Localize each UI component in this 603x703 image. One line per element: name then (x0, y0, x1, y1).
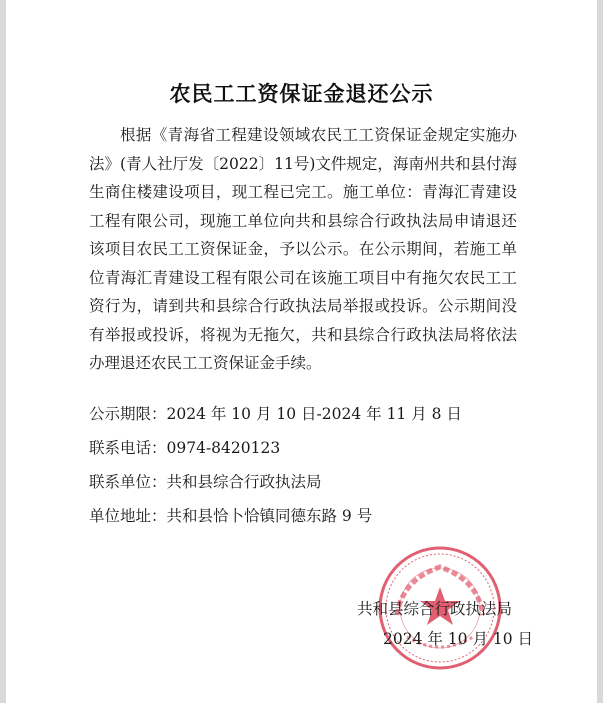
signature-date: 2024 年 10 月 10 日 (383, 630, 534, 648)
signature-organization: 共和县综合行政执法局 (357, 600, 513, 618)
document-page (6, 0, 597, 703)
contact-phone: 联系电话：0974-8420123 (89, 439, 281, 457)
contact-unit: 联系单位：共和县综合行政执法局 (89, 473, 322, 491)
unit-address: 单位地址：共和县恰卜恰镇同德东路 9 号 (89, 507, 373, 525)
notice-title: 农民工工资保证金退还公示 (169, 81, 434, 106)
notice-period: 公示期限：2024 年 10 月 10 日-2024 年 11 月 8 日 (89, 405, 462, 423)
notice-paragraph: 根据《青海省工程建设领域农民工工资保证金规定实施办法》(青人社厅发〔2022〕11号)文件规定，海南州共和县付海生商住楼建设项目，现工程已完工。施工单位：青海汇青建设工程有限公司，现施工单位向共和县综合行政执法局申请退还该项目农民工工资保证金，予以公示。在公示期间，若施工单位青海汇青建设工程有限公司在该施工项目中有拖欠农民工工资行为，请到共和县综合行政执法局举报或投诉。公示期间没有举报或投诉，将视为无拖欠，共和县综合行政执法局将依法办理退还农民工工资保证金手续。 (89, 126, 517, 372)
notice-body (89, 121, 517, 378)
